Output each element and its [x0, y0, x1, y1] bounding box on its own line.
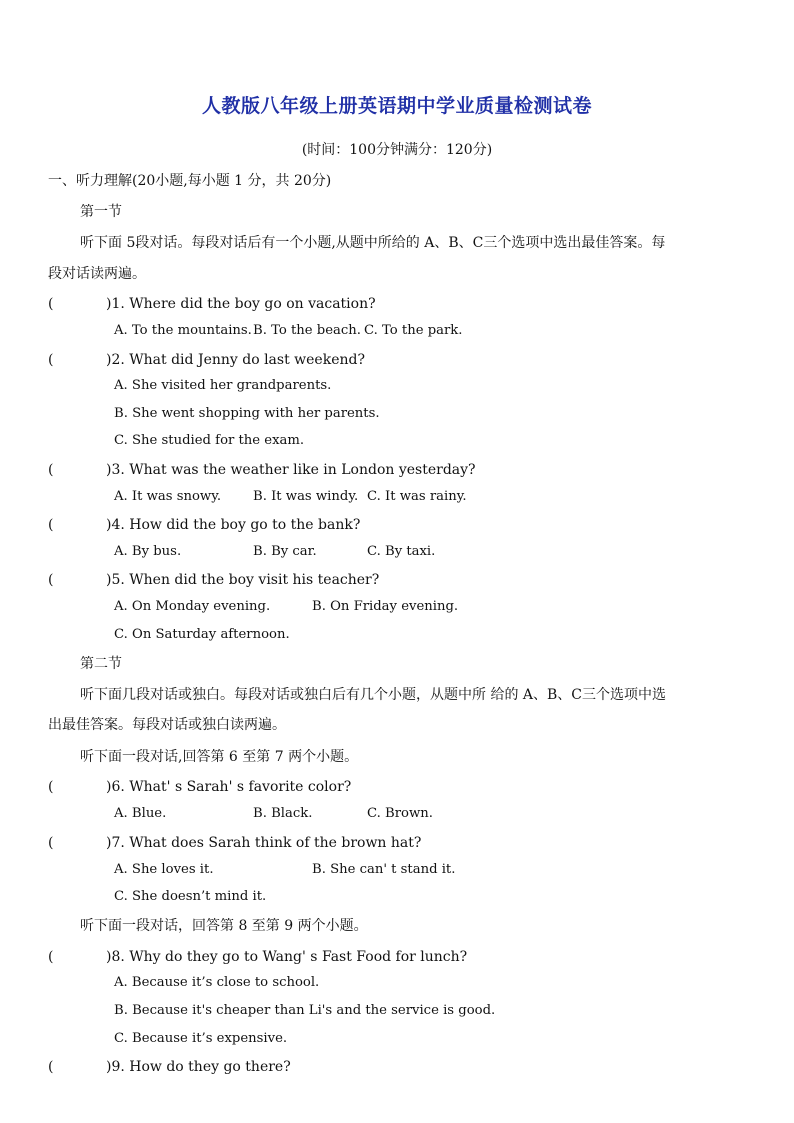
answer-blank[interactable]: (: [48, 779, 54, 795]
option-a: A. By bus.: [114, 544, 182, 559]
instruction-text: 听下面几段对话或独白。每段对话或独白后有几个小题，从题中所 给的 A、B、C三个选项中选: [80, 687, 667, 703]
question-text: )9. How do they go there?: [106, 1059, 291, 1075]
option-c: C. She doesn’t mind it.: [114, 889, 267, 904]
option-b: B. Because it's cheaper than Li's and the service is good.: [114, 1003, 496, 1018]
instruction-text: 听下面一段对话，回答第 8 至第 9 两个小题。: [80, 918, 368, 934]
part-heading: 第一节: [80, 204, 122, 220]
question-text: )5. When did the boy visit his teacher?: [106, 572, 380, 588]
option-b: B. She can' t stand it.: [312, 862, 456, 877]
option-b: B. To the beach.: [253, 323, 361, 338]
question-6: [48, 778, 351, 796]
option-a: A. She visited her grandparents.: [114, 378, 332, 393]
option-a: A. On Monday evening.: [114, 599, 271, 614]
answer-blank[interactable]: (: [48, 572, 54, 588]
option-b: B. By car.: [253, 544, 317, 559]
time-score-note: (时间：100分钟满分：120分): [301, 142, 493, 158]
option-a: A. Blue.: [114, 806, 167, 821]
question-text: )4. How did the boy go to the bank?: [106, 517, 361, 533]
question-text: )3. What was the weather like in London yesterday?: [106, 462, 476, 478]
option-b: B. She went shopping with her parents.: [114, 406, 380, 421]
question-3: [48, 461, 476, 479]
option-a: A. Because it’s close to school.: [114, 975, 320, 990]
answer-blank[interactable]: (: [48, 462, 54, 478]
answer-blank[interactable]: (: [48, 1059, 54, 1075]
question-2: [48, 351, 365, 369]
option-c: C. By taxi.: [367, 544, 436, 559]
question-5: [48, 571, 379, 589]
answer-blank[interactable]: (: [48, 296, 54, 312]
question-text: )1. Where did the boy go on vacation?: [106, 296, 376, 312]
option-c: C. Brown.: [367, 806, 433, 821]
option-b: B. Black.: [253, 806, 313, 821]
part-heading: 第二节: [80, 656, 122, 672]
document-title: 人教版八年级上册英语期中学业质量检测试卷: [201, 95, 592, 117]
question-1: [48, 295, 376, 313]
question-text: )2. What did Jenny do last weekend?: [106, 352, 365, 368]
instruction-text: 听下面 5段对话。每段对话后有一个小题,从题中所给的 A、B、C三个选项中选出最佳答案。每: [80, 235, 666, 251]
question-text: )7. What does Sarah think of the brown hat?: [106, 835, 422, 851]
option-b: B. On Friday evening.: [312, 599, 459, 614]
option-a: A. She loves it.: [114, 862, 214, 877]
option-c: C. Because it’s expensive.: [114, 1031, 288, 1046]
option-c: C. It was rainy.: [367, 489, 467, 504]
option-c: C. She studied for the exam.: [114, 433, 305, 448]
option-a: A. To the mountains.: [114, 323, 252, 338]
answer-blank[interactable]: (: [48, 949, 54, 965]
option-c: C. On Saturday afternoon.: [114, 627, 290, 642]
question-9: [48, 1058, 291, 1076]
section-heading: 一、听力理解(20小题,每小题 1 分，共 20分): [48, 173, 332, 189]
question-7: [48, 834, 421, 852]
option-c: C. To the park.: [364, 323, 463, 338]
question-text: )8. Why do they go to Wang' s Fast Food for lunch?: [106, 949, 468, 965]
question-8: [48, 948, 467, 966]
answer-blank[interactable]: (: [48, 352, 54, 368]
answer-blank[interactable]: (: [48, 835, 54, 851]
instruction-text: 出最佳答案。每段对话或独白读两遍。: [48, 717, 286, 733]
instruction-text: 听下面一段对话,回答第 6 至第 7 两个小题。: [80, 749, 359, 765]
question-text: )6. What' s Sarah' s favorite color?: [106, 779, 352, 795]
instruction-text: 段对话读两遍。: [48, 266, 146, 282]
answer-blank[interactable]: (: [48, 517, 54, 533]
question-4: [48, 516, 360, 534]
option-a: A. It was snowy.: [114, 489, 222, 504]
option-b: B. It was windy.: [253, 489, 359, 504]
